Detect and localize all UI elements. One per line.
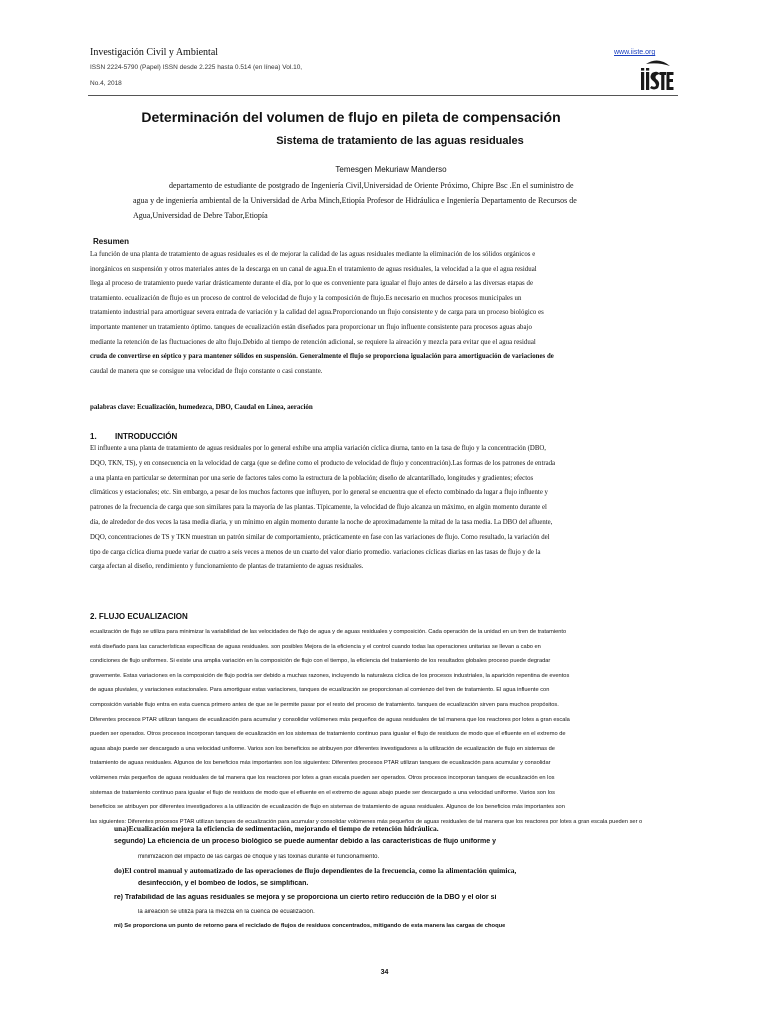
abstract-line: inorgánicos en suspensión y otros materiales antes de la descarga en un canal de agua.En el tratamiento de aguas residuales, la velocidad a la que el agua residual: [90, 265, 537, 273]
intro-line: a una planta en particular se determinan por una serie de factores tales como la estructura de la población; diseño de alcantarillado, longitudes y gradientes; efectos: [90, 474, 534, 482]
page-number: 34: [380, 969, 389, 976]
flow-equalization-body: [90, 625, 768, 829]
journal-website-link[interactable]: www.iiste.org: [614, 49, 656, 56]
flujo-line: pueden ser operados. Otros procesos incorporan tanques de ecualización en los sistemas de tratamiento continuo para igualar el flujo de residuos de modo que el efluente en el extremo de: [90, 731, 566, 738]
section-number: 1.: [90, 432, 97, 441]
paper-subtitle: Sistema de tratamiento de las aguas residuales: [276, 135, 524, 147]
abstract-line: importante mantener un tratamiento óptimo. tanques de ecualización están diseñados para proporcionar un flujo influente consistente para procesos aguas abajo: [90, 323, 532, 331]
benefit-item-d: re) Trafabilidad de las aguas residuales se mejora y se proporciona un cierto retiro reducción de la DBO y el olor si: [114, 894, 497, 901]
benefit-item-e: mi) Se proporciona un punto de retorno para el reciclado de flujos de residuos concentrados, mitigando de esta manera las cargas de choque: [114, 923, 506, 929]
intro-line: día, de alrededor de dos veces la tasa media diaria, y un mínimo en algún momento durante la noche de aproximadamente la mitad de la tasa media. La DBO del afluente,: [90, 518, 553, 526]
section-2-heading: 2. FLUJO ECUALIZACION: [90, 612, 188, 621]
intro-line: El influente a una planta de tratamiento de aguas residuales por lo general exhibe una amplia variación cíclica diurna, tanto en la tasa de flujo y la concentración (DBO,: [90, 445, 546, 452]
keywords-line: palabras clave: Ecualización, humedezca, DBO, Caudal en Línea, aeración: [90, 403, 313, 411]
flujo-line: sistemas de tratamiento continuo para igualar el flujo de residuos de modo que el efluente en el extremo de aguas abajo puede ser descargado a una velocidad uniforme. Varios son los: [90, 789, 555, 796]
intro-line: tipo de carga cíclica diurna puede variar de cuatro a seis veces a menos de un cuarto del valor diario promedio. variaciones cíclicas diarias en las tasas de flujo y de la: [90, 548, 541, 556]
flujo-line: aguas abajo puede ser descargado a una velocidad uniforme. Varios son los beneficios se atribuyen por diferentes investigadores a la utilización de ecualización de flujo en sistemas de: [90, 745, 555, 752]
flujo-line: tratamiento de aguas residuales. Algunos de los beneficios más importantes son los siguientes: Diferentes procesos PTAR utilizan tanques de ecualización para acumular y consolidar: [90, 760, 551, 767]
flujo-line: ecualización de flujo se utiliza para minimizar la variabilidad de las velocidades de flujo de agua y de aguas residuales y composición. Cada operación de la unidad en un tren de tratamiento: [90, 629, 567, 635]
benefit-item-d-continued: la aireación se utiliza para la mezcla en la cuenca de ecualización.: [138, 909, 315, 915]
benefit-item-a: una)Ecualización mejora la eficiencia de sedimentación, mejorando el tiempo de retención hidráulica.: [114, 824, 439, 833]
abstract-line: tratamiento. ecualización de flujo es un proceso de control de velocidad de flujo y la composición de flujo.Es necesario en muchos procesos municipales un: [90, 294, 522, 302]
abstract-line: La función de una planta de tratamiento de aguas residuales es el de mejorar la calidad de las aguas residuales mediante la eliminación de los sólidos orgánicos e: [90, 251, 536, 258]
iiste-logo-icon: [640, 60, 674, 94]
affiliation-line: agua y de ingeniería ambiental de la Universidad de Arba Minch,Etiopía Profesor de Hidráulica e Ingeniería Departamento de Recursos de: [133, 196, 577, 205]
flujo-line: Diferentes procesos PTAR utilizan tanques de ecualización para acumular y consolidar volúmenes más pequeños de aguas residuales de tal manera que los reactores por lotes a gran escala: [90, 716, 570, 723]
flujo-line: gravemente. Estas variaciones en la composición de flujo podría ser debido a muchas razones, incluyendo la naturaleza cíclica de los procesos industriales, la aparición repentina de eventos: [90, 672, 570, 679]
issn-line: ISSN 2224-5790 (Papel) ISSN desde 2.225 hasta 0.514 (en línea) Vol.10,: [90, 64, 303, 71]
benefit-item-b-continued: minimización del impacto de las cargas de choque y las toxinas durante el funcionamiento.: [138, 854, 380, 860]
author-affiliation: [133, 178, 633, 223]
flujo-line: las siguientes: Diferentes procesos PTAR utilizan tanques de ecualización para acumular y consolidar volúmenes más pequeños de aguas residuales de tal manera que los reactores por lotes a gran escala pueden ser o: [90, 818, 643, 825]
issue-line: No.4, 2018: [90, 80, 122, 87]
affiliation-line: Agua,Universidad de Debre Tabor,Etiopía: [133, 211, 268, 220]
flujo-line: volúmenes más pequeños de aguas residuales de tal manera que los reactores por lotes a gran escala pueden ser operados. Otros procesos incorporan tanques de ecualización en los: [90, 774, 555, 781]
paper-title: [0, 109, 768, 125]
intro-line: patrones de la frecuencia de carga que son similares para la mayoría de las plantas. Típicamente, la velocidad de flujo alcanza un máximo, en algún momento durante el: [90, 504, 547, 512]
affiliation-line: departamento de estudiante de postgrado de Ingeniería Civil,Universidad de Oriente Próximo, Chipre Bsc .En el suministro de: [169, 181, 574, 190]
benefit-item-c-continued: desinfección, y el bombeo de lodos, se simplifican.: [138, 880, 309, 887]
intro-line: carga afectan al diseño, rendimiento y funcionamiento de plantas de tratamiento de aguas residuales.: [90, 563, 364, 571]
intro-line: DQO, TKN, TS), y en consecuencia en la velocidad de carga (que se define como el producto de velocidad de flujo y concentración).Las formas de los patrones de entrada: [90, 459, 556, 467]
author-name: Temesgen Mekuriaw Manderso: [335, 165, 447, 174]
abstract-line: cruda de convertirse en séptico y para mantener sólidos en suspensión. Generalmente el flujo se proporciona igualación para amortiguación de variaciones de: [90, 353, 554, 361]
journal-name: Investigación Civil y Ambiental: [90, 47, 219, 58]
benefit-item-b: segundo) La eficiencia de un proceso biológico se puede aumentar debido a las características de flujo uniforme y: [114, 838, 496, 845]
flujo-line: de aguas pluviales, y variaciones estacionales. Para amortiguar estas variaciones, tanques de ecualización se proporcionan al comienzo del tren de tratamiento. El agua influente con: [90, 687, 550, 694]
abstract-body: [90, 248, 686, 379]
paper-title-text: Determinación del volumen de flujo en pileta de compensación: [141, 109, 561, 125]
flujo-line: condiciones de flujo uniformes. Si existe una amplia variación en la composición de flujo con el tiempo, la eficiencia del tratamiento de los resultados globales proceso puede degradar: [90, 658, 551, 665]
flujo-line: está diseñado para las características específicas de aguas residuales. son posibles Mejora de la eficiencia y el control cuando todas las operaciones unitarias se llevan a cabo en: [90, 643, 541, 650]
section-title: INTRODUCCIÓN: [115, 432, 178, 441]
intro-line: climáticos y estacionales; etc. Sin embargo, a pesar de los muchos factores que influyen, por lo general se encuentra que el efecto combinado da lugar a flujo influente y: [90, 489, 548, 497]
intro-line: DQO, concentraciones de TS y TKN muestran un patrón similar de comportamiento, prácticamente en fase con las variaciones de flujo. Como resultado, la variación del: [90, 533, 550, 541]
abstract-line: tratamiento industrial para amortiguar severa entrada de variación y la calidad del agua.Proporcionando un flujo consistente y de carga para un proceso biológico es: [90, 309, 544, 317]
abstract-line: mediante la retención de las fluctuaciones de alto flujo.Debido al tiempo de retención adicional, se requiere la aireación y mezcla para evitar que el agua residual: [90, 338, 536, 346]
abstract-heading: Resumen: [93, 237, 130, 246]
abstract-line: caudal de manera que se consigue una velocidad de flujo constante o casi constante.: [90, 367, 323, 375]
section-1-heading: [90, 432, 177, 441]
header-divider: [88, 95, 678, 96]
flujo-line: composición variable flujo entra en esta cuenca primero antes de que se le permite pasar por el resto del proceso de tratamiento. tanques de ecualización sirven para muchos propósitos.: [90, 701, 559, 708]
abstract-line: llega al proceso de tratamiento puede variar drásticamente durante el día, por lo que es conveniente para igualar el flujo antes de dárselo a las diversas etapas de: [90, 280, 534, 288]
introduction-body: [90, 442, 686, 575]
flujo-line: beneficios se atribuyen por diferentes investigadores a la utilización de ecualización de flujo en sistemas de tratamiento de aguas residuales. Algunos de los beneficios más importantes son: [90, 804, 565, 811]
benefit-item-c: do)El control manual y automatizado de las operaciones de flujo dependientes de la frecuencia, como la alimentación química,: [114, 866, 517, 875]
